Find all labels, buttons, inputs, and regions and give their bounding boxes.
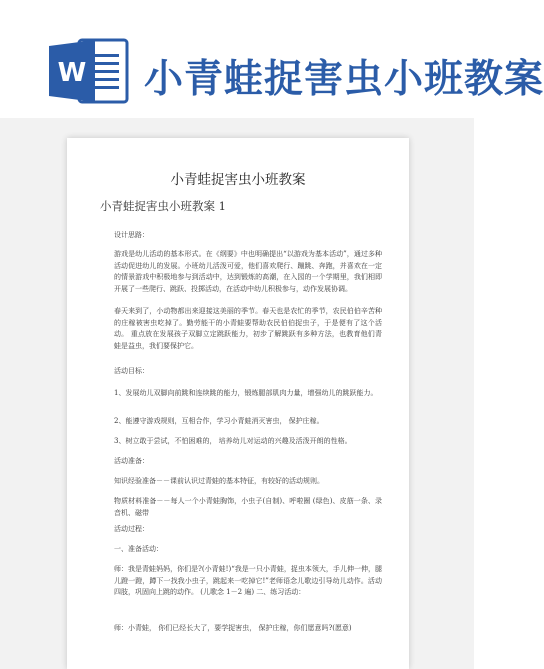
paragraph-goal-3: 3、树立敢于尝试，不怕困难的， 培养幼儿对运动的兴趣及活泼开朗的性格。 bbox=[114, 437, 352, 445]
paragraph-prep-1: 知识经验准备－－课前认识过青蛙的基本特征，有较好的活动规则。 bbox=[114, 477, 324, 485]
banner bbox=[0, 0, 544, 130]
paragraph-design-1: 游戏是幼儿活动的基本形式。在《纲要》中也明确提出“以游戏为基本活动”，通过多种活动促进幼儿的发展。小班幼儿活泼可爱，他们喜欢爬行、蹦跳、奔跑，并喜欢在一定的情景游戏中积极地参与到活动中，达到锻炼的高潮，在入园的一个学期里，我们相即开展了一些爬行、跳跃、投掷活动，在活动中幼儿积极参与，动作发展协调。 bbox=[114, 250, 382, 293]
paragraph-goal-2: 2、能遵守游戏规则，互相合作，学习小青蛙消灭害虫， 保护庄稼。 bbox=[114, 417, 324, 425]
word-icon bbox=[47, 38, 129, 104]
document-subtitle: 小青蛙捉害虫小班教案 1 bbox=[100, 199, 226, 213]
paragraph-design-2: 春天来到了，小动物都出来迎接这美丽的季节。春天也是农忙的季节，农民伯伯辛苦种的庄稼被害虫吃掉了。勤劳能干的小青蛙要帮助农民伯伯捉虫子，于是便有了这个活动。 重点放在发展孩子双脚立定跳跃能力，初步了解跳跃有多种方法，也教育他们青蛙是益虫，我们要保护它。 bbox=[114, 307, 382, 350]
document-title: 小青蛙捉害虫小班教案 bbox=[170, 172, 306, 188]
paragraph-prep-2: 物质材料准备－－每人一个小青蛙胸饰，小虫子(自制)、呼啦圈 (绿色)、皮筋一条、录音机、磁带 bbox=[114, 497, 382, 517]
paragraph-step-1: 一、准备活动： bbox=[114, 545, 163, 553]
document-page bbox=[67, 138, 409, 669]
paragraph-prep-heading: 活动准备： bbox=[114, 457, 149, 465]
banner-title: 小青蛙捉害虫小班教案 bbox=[144, 57, 544, 102]
svg-text:W: W bbox=[57, 58, 87, 88]
paragraph-design-heading: 设计思路： bbox=[114, 231, 149, 239]
paragraph-goal-1: 1、发展幼儿双脚向前跳和连续跳的能力，锻炼腿部肌肉力量，增强幼儿的跳跃能力。 bbox=[114, 389, 378, 397]
paragraph-step-1-body: 师：我是青蛙妈妈，你们是?(小青蛙!)“我是一只小青蛙，捉虫本领大，手儿伸一伸，腿儿蹬一蹬，蹲下一找我小虫子，跳起来一吃掉它!”老师语念儿歌边引导幼儿动作。活动四肢，巩固向上跳的动作。 (儿歌念 1－2 遍) 二、练习活动： bbox=[114, 565, 382, 597]
paragraph-goals-heading: 活动目标： bbox=[114, 367, 149, 375]
paragraph-step-2-body: 师：小青蛙， 你们已经长大了，要学捉害虫， 保护庄稼，你们愿意吗?(愿意) bbox=[114, 624, 352, 632]
paragraph-process-heading: 活动过程： bbox=[114, 525, 149, 533]
